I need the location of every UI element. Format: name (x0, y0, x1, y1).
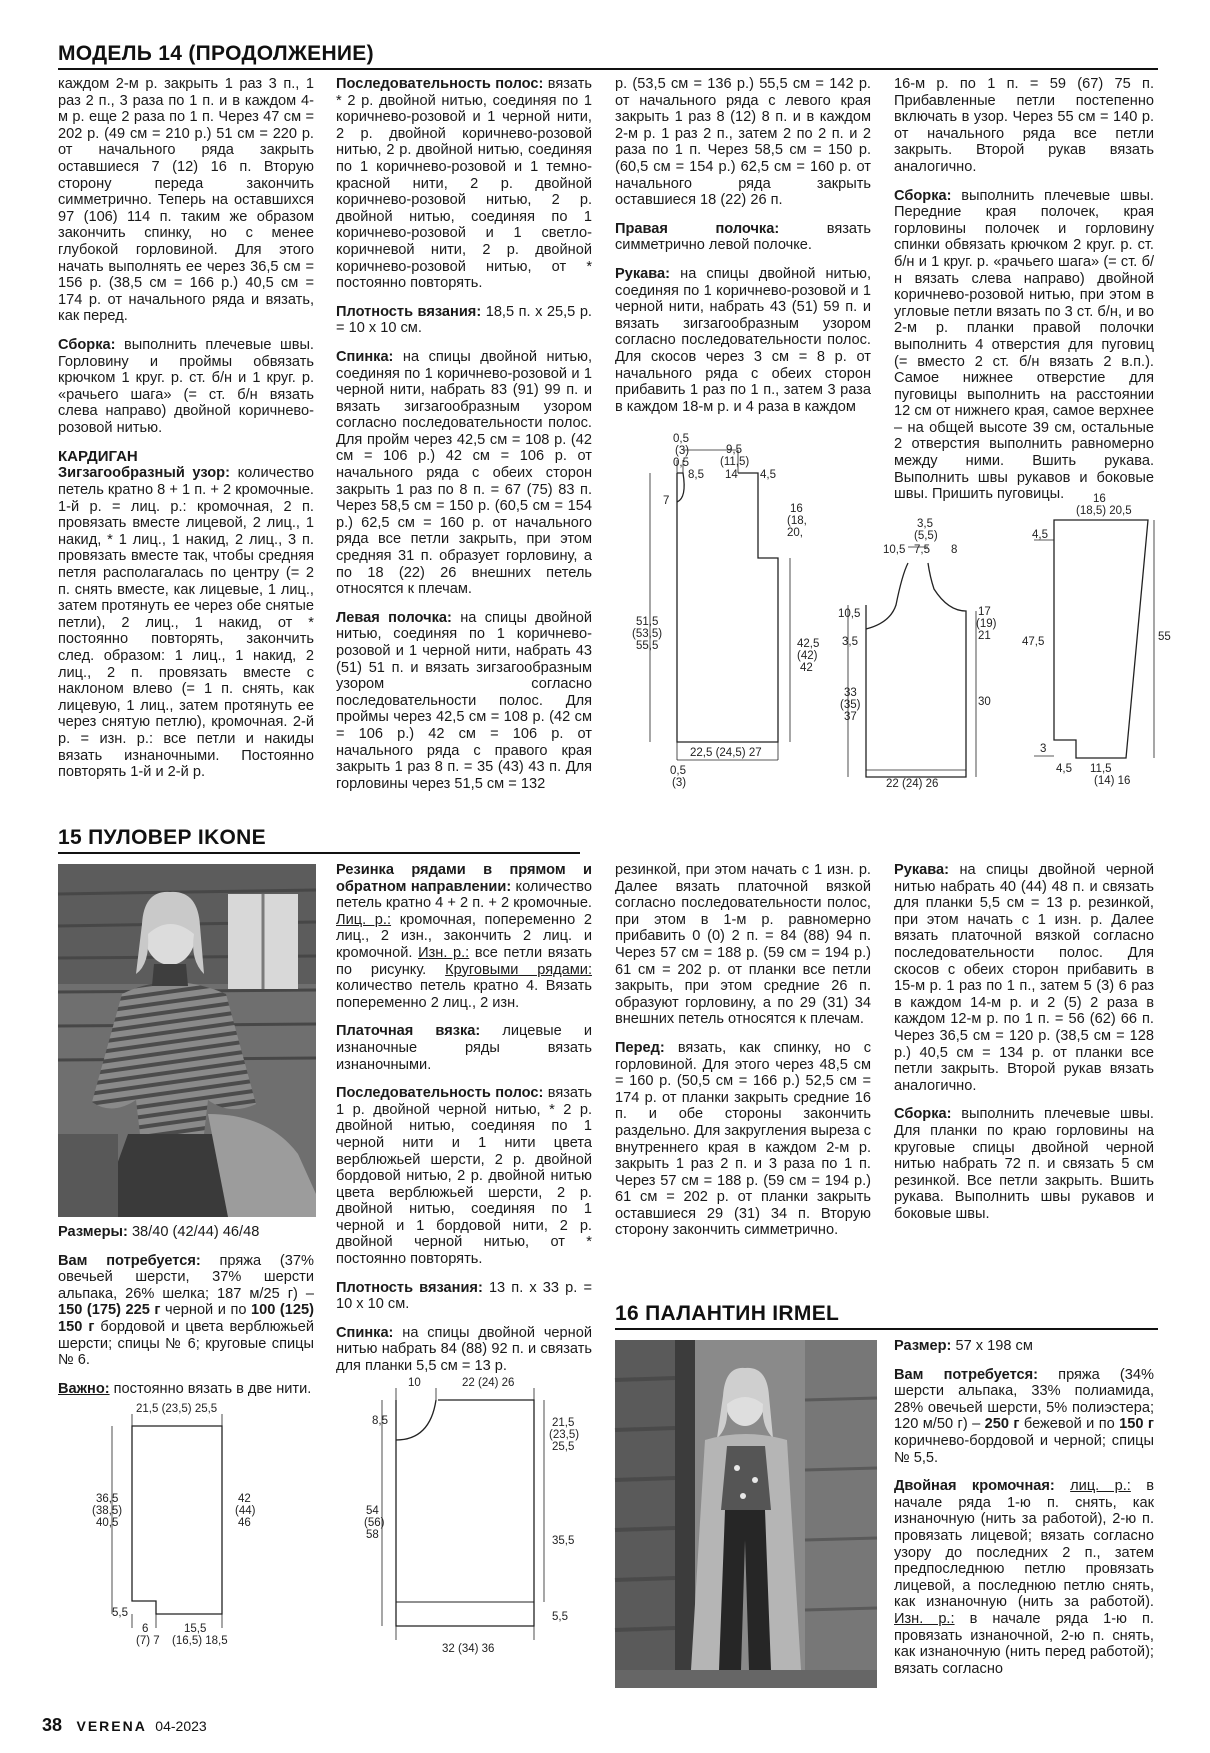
dim-label: 4,5 (1032, 529, 1048, 541)
dim-label: (5,5) (914, 530, 938, 542)
dim-label: 17 (978, 606, 991, 618)
dim-label: 11,5 (1090, 763, 1112, 775)
dim-label: 5,5 (112, 1607, 128, 1619)
dim-label: 5,5 (552, 1611, 568, 1623)
edge-paragraph: Двойная кромочная: лиц. р.: в начале ряда 1-ю п. снять, как изнаночную (нить за работой), 2-ю п. провязать лицевой; вязать согласно узору до последних 2 п., затем предпоследнюю петлю провязать лицевой, а последнюю петлю снять, как изнаночную (нить за работой). Изн. р.: в начале ряда 1-ю п. провязать изнаночной, 2-ю п. снять, как изнаночную (нить перед работой); вязать согласно (894, 1478, 1154, 1677)
dim-label: 7 (663, 495, 670, 507)
zigzag-paragraph: Зигзагообразный узор: количество петель кратно 8 + 1 п. + 2 кромочные. 1-й р. = лиц. р.: кромочная, 2 п. провязать вместе лицевой, 2 лиц., 1 накид, * 1 лиц., 1 накид, 2 лиц., 3 п. провязать вместе так, чтобы средняя петля располагалась по центру (= 2 п. снять вместе, как лицевые, 1 лиц., затем протянуть ее через обе снятые петли), 2 лиц., 1 накид, от * постоянно повторять, закончить след. образом: 1 лиц., 1 накид, 2 лиц., 2 п. провязать вместе с наклоном влево (= 1 п. снять, как лицевую, 1 лиц., затем протянуть ее через снятую петлю), кромочная. 2-й р. = изн. р.: все петли и накиды вязать изнаночными. Постоянно повторять 1-й и 2-й р. (58, 465, 314, 781)
dim-label: 3,5 (842, 636, 858, 648)
section15-rule (58, 852, 580, 854)
dim-label: 10,5 (838, 608, 861, 620)
cardigan-back-diagram (630, 430, 850, 790)
dim-label: 54 (366, 1505, 379, 1517)
dim-label: 33 (844, 687, 857, 699)
dim-label: (35) (840, 699, 861, 711)
section14-col2 (336, 76, 592, 804)
front-paragraph: Перед: вязать, как спинку, но с горловиной. Для этого через 48,5 см = 160 р. (50,5 см = 166 р.) 52,5 см = 174 р. от планки закрыть средние 16 п. и обе стороны закончить раздельно. Для закругления выреза с внутреннего края в каждом 2-м р. закрыть 1 раз 2 п. и 3 раза по 1 п. Через 57 см = 188 р. (59 см = 194 р.) 61 см = 202 р. от планки закрыть оставшиеся 29 (31) 34 п. Вторую сторону закончить симметрично. (615, 1039, 871, 1239)
dim-label: 0,5 (673, 433, 689, 445)
text-paragraph: 16-м р. по 1 п. = 59 (67) 75 п. Прибавленные петли постепенно включать в узор. Через 55 см = 140 р. от начального ряда все петли закрыть. Второй рукав вязать аналогично. (894, 76, 1154, 175)
dim-label: 21,5 (23,5) 25,5 (136, 1403, 218, 1415)
dim-label: (7) 7 (136, 1635, 160, 1647)
dim-label: (44) (235, 1505, 256, 1517)
dim-label: (42) (797, 650, 818, 662)
back-paragraph: Спинка: на спицы двойной черной нитью набрать 84 (88) 92 п. и связать для планки 5,5 см = 13 р. (336, 1324, 592, 1375)
dim-label: 3,5 (917, 518, 933, 530)
dim-label: 25,5 (552, 1441, 575, 1453)
size-paragraph: Размер: 57 х 198 см (894, 1338, 1033, 1354)
dim-label: 55 (1158, 631, 1171, 643)
section15-col1 (58, 1224, 314, 1409)
dim-label: 8,5 (688, 469, 704, 481)
magazine-name: VERENA (76, 1718, 147, 1734)
section14-col4 (894, 76, 1154, 515)
materials-paragraph: Вам потребуется: пряжа (34% шерсти альпака, 33% полиамида, 28% овечьей шерсти, 5% полиэстера; 120 м/50 г) – 250 г бежевой и по 150 г коричнево-бордовой и черной; спицы № 5,5. (894, 1366, 1155, 1466)
section16-title: 16 ПАЛАНТИН IRMEL (615, 1302, 840, 1325)
pullover-body-diagram (362, 1370, 592, 1660)
section14-col3 (615, 76, 871, 427)
sleeves-paragraph: Рукава: на спицы двойной черной нитью набрать 40 (44) 48 п. и связать для планки 5,5 см = 13 р. резинкой, при этом начать с 1 изн. р. Далее вязать платочной вязкой согласно последовательности полос. Для скосов с обеих сторон прибавить в 15-м р. 1 раз по 1 п., затем 5 (3) 6 раз в каждом 14-м р. и 2 (5) 2 раза в каждом 12-м р. по 1 п. = 56 (62) 66 п. Через 36,5 см = 120 р. (38,5 см = 128 р.) 40,5 см = 134 р. от планки все петли закрыть. Второй рукав вязать аналогично. (894, 862, 1154, 1094)
section15-col4 (894, 862, 1154, 1234)
dim-label: 21 (978, 630, 991, 642)
dim-label: 7,5 (914, 544, 930, 556)
dim-label: 42 (800, 662, 813, 674)
dim-label: (16,5) 18,5 (172, 1635, 228, 1647)
dim-label: 9,5 (726, 444, 742, 456)
stole-photo (615, 1340, 877, 1688)
dim-label: 36,5 (96, 1493, 119, 1505)
dim-label: 46 (238, 1517, 251, 1529)
dim-label: 4,5 (1056, 763, 1072, 775)
gauge-paragraph: Плотность вязания: 18,5 п. х 25,5 р. = 10 х 10 см. (336, 303, 592, 337)
text-paragraph: резинкой, при этом начать с 1 изн. р. Далее вязать платочной вязкой согласно последовательности полос, при этом в 1-м р. равномерно прибавить 0 (0) 2 п. = 84 (88) 94 п. Через 57 см = 188 р. (59 см = 194 р.) 61 см = 202 р. от планки все петли закрыть, при этом средние 26 п. образуют горловину, а по 29 (31) 34 внешних петель относятся к плечам. (615, 862, 871, 1028)
title-rule (58, 68, 1158, 70)
garter-paragraph: Платочная вязка: лицевые и изнаночные ряды вязать изнаночными. (336, 1023, 592, 1073)
dim-label: 21,5 (552, 1417, 575, 1429)
materials-paragraph: Вам потребуется: пряжа (37% овечьей шерсти, 37% шерсти альпака, 26% шелка; 187 м/25 г) – 150 (175) 225 г черной и по 100 (125) 150 г бордовой и цвета верблюжьей шерсти; спицы № 6; круговые спицы № 6. (58, 1252, 314, 1369)
dim-label: 14 (725, 469, 738, 481)
dim-label: 55,5 (636, 640, 659, 652)
section15-col3 (615, 862, 871, 1251)
dim-label: 58 (366, 1529, 379, 1541)
dim-label: 30 (978, 696, 991, 708)
sizes-paragraph: Размеры: 38/40 (42/44) 46/48 (58, 1224, 260, 1240)
dim-label: 4,5 (760, 469, 776, 481)
stripes-paragraph: Последовательность полос: вязать 1 р. двойной черной нитью, * 2 р. двойной нитью, соединяя по 1 черной нити и 1 нити цвета верблюжьей шерсти, 2 р. двойной бордовой нитью, 2 р. двойной нитью цвета верблюжьей шерсти, 2 р. двойной нитью, соединяя по 1 черной и 1 бордовой нити, 2 р. двойной черной нитью, от * постоянно повторять. (336, 1085, 592, 1268)
rib-paragraph: Резинка рядами в прямом и обратном направлении: количество петель кратно 4 + 2 п. + 2 кромочные. Лиц. р.: кромочная, попеременно 2 лиц., 2 изн., закончить 2 лиц. и кромочной. Изн. р.: все петли вязать по рисунку. Круговыми рядами: количество петель кратно 4. Вязать попеременно 2 лиц., 2 изн. (336, 862, 592, 1011)
dim-label: (56) (364, 1517, 385, 1529)
dim-label: 22,5 (24,5) 27 (690, 747, 762, 759)
cardigan-sleeve-diagram (1022, 490, 1171, 790)
dim-label: 8,5 (372, 1415, 388, 1427)
dim-label: 0,5 (673, 457, 689, 469)
section16-rule (615, 1328, 1158, 1330)
dim-label: 32 (34) 36 (442, 1643, 495, 1655)
dim-label: (3) (672, 777, 687, 789)
important-paragraph: Важно: постоянно вязать в две нити. (58, 1380, 312, 1397)
dim-label: 37 (844, 711, 857, 723)
gauge-paragraph: Плотность вязания: 13 п. х 33 р. = 10 х 10 см. (336, 1279, 592, 1313)
dim-label: 8 (951, 544, 958, 556)
dim-label: (3) (675, 445, 690, 457)
dim-label: 47,5 (1022, 636, 1045, 648)
dim-label: 3 (1040, 743, 1047, 755)
dim-label: 22 (24) 26 (886, 778, 939, 790)
dim-label: (14) 16 (1094, 775, 1131, 787)
dim-label: (23,5) (549, 1429, 580, 1441)
dim-label: 16 (1093, 493, 1106, 505)
stripes-paragraph: Последовательность полос: вязать * 2 р. двойной нитью, соединяя по 1 коричнево-розовой и 1 черной нити, 2 р. двойной коричнево-розовой нитью, 2 р. двойной нитью, соединяя по 1 коричнево-розовой и 1 темно-красной нити, 2 р. двойной коричнево-розовой нитью, 2 р. двойной нитью, соединяя по 1 коричнево-розовой и 1 светло-коричневой нити, 2 р. двойной коричнево-розовой нитью, от * постоянно повторять. (336, 76, 592, 292)
dim-label: 10 (408, 1377, 421, 1389)
dim-label: 16 (790, 503, 803, 515)
page-number: 38 (42, 1715, 63, 1735)
assembly-paragraph: Сборка: выполнить плечевые швы. Передние края полочек, края горловины полочек и горловину спинки обвязать крючком 2 круг. р. ст. б/н и 1 круг. р. «рачьего шага» (= ст. б/н вязать слева направо) двойной коричнево-розовой нитью, при этом в угловые петли вязать по 3 ст. б/н, и во 2-м р. планки правой полочки выполнить 4 отверстия для пуговиц (= вместо 2 ст. б/н вязать 2 в.п.). Самое нижнее отверстие для пуговицы выполнить на расстоянии 12 см от нижнего края, самое верхнее – на общей высоте 39 см, остальные 2 отверстия выполнить равномерно между ними. Вшить рукава. Выполнить швы рукавов и боковые швы. Пришить пуговицы. (894, 187, 1154, 503)
dim-label: 10,5 (883, 544, 906, 556)
pullover-photo (58, 864, 316, 1217)
back-paragraph: Спинка: на спицы двойной нитью, соединяя по 1 коричнево-розовой и 1 черной нити, набрать 83 (91) 99 п. и вязать зигзагообразным узором согласно последовательности полос. Для пройм через 42,5 см = 108 р. (42 см = 106 р.) 42 см = 106 р. от начального ряда с обеих сторон закрыть 1 раз по 8 п. = 67 (75) 83 п. Через 58,5 см = 150 р. (60,5 см = 154 р.) 62,5 см = 160 р. от начального ряда все петли закрыть, при этом средняя 31 п. образует горловину, а по 18 (22) 26 внешних петель относятся к плечам. (336, 348, 592, 598)
cardigan-heading: КАРДИГАН (58, 448, 138, 466)
dim-label: 42,5 (797, 638, 820, 650)
dim-label: (19) (976, 618, 997, 630)
assembly-paragraph: Сборка: выполнить плечевые швы. Для планки по краю горловины на круговые спицы двойной черной нитью набрать 72 п. и связать 5 см резинкой. Все петли закрыть. Вшить рукава. Выполнить швы рукавов и боковые швы. (894, 1106, 1154, 1222)
dim-label: (18,5) 20,5 (1076, 505, 1132, 517)
dim-label: 40,5 (96, 1517, 119, 1529)
cardigan-front-diagram (838, 515, 1038, 790)
dim-label: (38,5) (92, 1505, 123, 1517)
dim-label: 51,5 (636, 616, 659, 628)
section16-text (894, 1338, 1154, 1689)
section14-col1 (58, 76, 314, 793)
section15-title: 15 ПУЛОВЕР IKONE (58, 826, 266, 849)
dim-label: 20, (787, 527, 803, 539)
left-front-paragraph: Левая полочка: на спицы двойной нитью, соединяя по 1 коричнево-розовой и 1 черной нити, набрать 43 (51) 51 п. и вязать зигзагообразным узором согласно последовательности полос. Для проймы через 42,5 см = 108 р. (42 см = 106 р.) 42 см = 106 р. от начального ряда с правого края закрыть 1 раз 8 п. = 35 (43) 43 п. Для горловины через 51,5 см = 132 (336, 609, 592, 792)
dim-label: (18, (787, 515, 807, 527)
page-title: МОДЕЛЬ 14 (ПРОДОЛЖЕНИЕ) (58, 42, 374, 65)
dim-label: 0,5 (670, 765, 686, 777)
text-paragraph: р. (53,5 см = 136 р.) 55,5 см = 142 р. от начального ряда с левого края закрыть 1 раз 8 (12) 8 п. и в каждом 2-м р. 1 раз 2 п., затем 2 по 2 п. и 2 раза по 1 п. Через 58,5 см = 150 р. (60,5 см = 154 р.) 62,5 см = 160 р. от начального ряда закрыть оставшиеся 18 (22) 26 п. (615, 76, 871, 209)
issue-number: 04-2023 (155, 1718, 207, 1734)
dim-label: 42 (238, 1493, 251, 1505)
page-footer (42, 1715, 207, 1736)
dim-label: 35,5 (552, 1535, 575, 1547)
dim-label: (53,5) (632, 628, 663, 640)
dim-label: 22 (24) 26 (462, 1377, 515, 1389)
sleeves-paragraph: Рукава: на спицы двойной нитью, соединяя по 1 коричнево-розовой и 1 черной нити, набрать 43 (51) 59 п. и вязать зигзагообразным узором согласно последовательности полос. Для скосов через 3 см = 8 р. от начального ряда с обеих сторон прибавить 1 раз по 1 п., затем 3 раза в каждом 18-м р. и 4 раза в каждом (615, 265, 871, 415)
dim-label: 15,5 (184, 1623, 207, 1635)
pullover-sleeve-diagram (92, 1396, 272, 1654)
dim-label: (11,5) (720, 456, 750, 468)
text-paragraph: каждом 2-м р. закрыть 1 раз 3 п., 1 раз 2 п., 3 раза по 1 п. и в каждом 4-м р. еще 2 раза по 1 п. Через 47 см = 202 р. (49 см = 210 р.) 51 см = 220 р. от начального ряда закрыть оставшиеся 7 (12) 16 п. Вторую сторону переда закончить симметрично. Теперь на оставшихся 97 (106) 114 п. таким же образом закончить спинку, но с менее глубокой горловиной. Для этого начать выполнять ее через 36,5 см = 156 р. (38,5 см = 166 р.) 40,5 см = 174 р. от начального ряда и вязать, как перед. (58, 76, 314, 325)
dim-label: 6 (142, 1623, 149, 1635)
section15-col2 (336, 862, 592, 1387)
assembly-paragraph: Сборка: выполнить плечевые швы. Горловину и проймы обвязать крючком 1 круг. р. ст. б/н и 1 круг. р. «рачьего шага» (= ст. б/н вязать слева направо) двойной коричнево-розовой нитью. (58, 336, 314, 436)
right-front-paragraph: Правая полочка: вязать симметрично левой полочке. (615, 220, 871, 254)
